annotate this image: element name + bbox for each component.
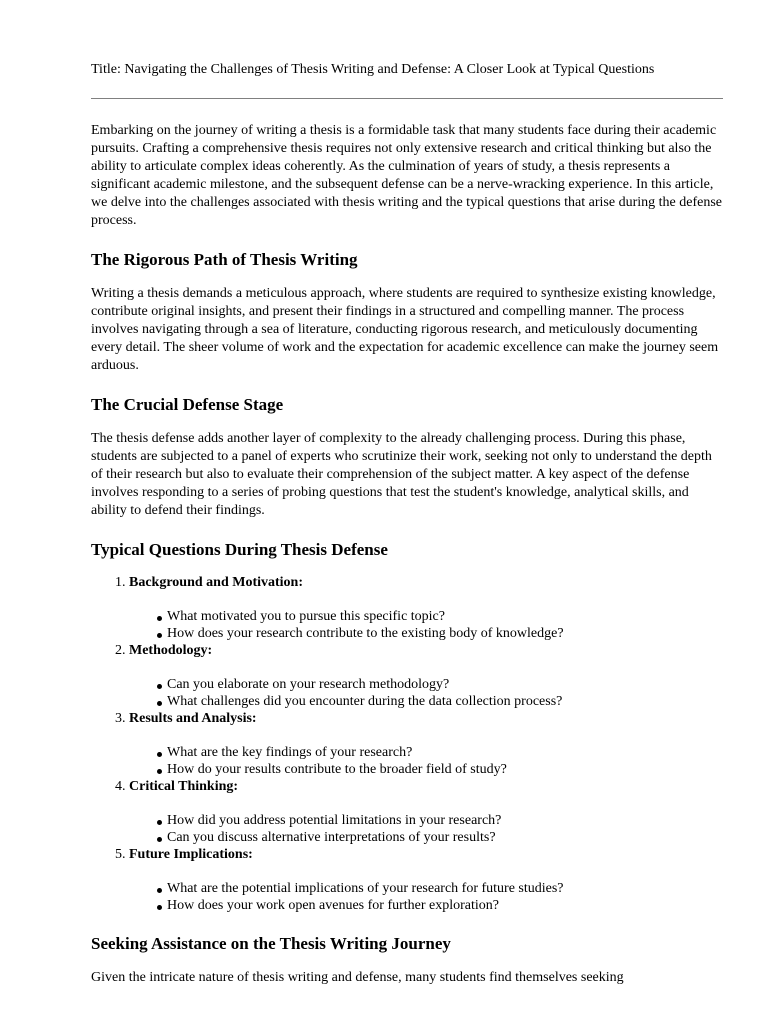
- question-group: [129, 642, 723, 710]
- section-heading-rigorous-path: The Rigorous Path of Thesis Writing: [91, 250, 358, 269]
- question-group-label: 4. Critical Thinking:: [129, 779, 239, 794]
- question-text: Can you discuss alternative interpretations of your results?: [167, 830, 496, 845]
- bullet-icon: [157, 684, 162, 689]
- list-item: [157, 625, 723, 642]
- bullet-icon: [157, 905, 162, 910]
- question-group-label: 5. Future Implications:: [129, 847, 253, 862]
- question-text: What are the potential implications of your research for future studies?: [167, 881, 564, 896]
- question-group: [129, 778, 723, 846]
- question-group: [129, 846, 723, 914]
- question-text: How do your results contribute to the broader field of study?: [167, 762, 507, 777]
- section-heading-defense-stage: The Crucial Defense Stage: [91, 395, 284, 414]
- list-item: [157, 829, 723, 846]
- bullet-icon: [157, 820, 162, 825]
- list-item: [157, 761, 723, 778]
- question-text: What challenges did you encounter during the data collection process?: [167, 694, 563, 709]
- question-sublist: [129, 608, 723, 642]
- bullet-icon: [157, 616, 162, 621]
- bullet-icon: [157, 752, 162, 757]
- bullet-icon: [157, 701, 162, 706]
- document-page: [91, 58, 723, 987]
- question-group: [129, 710, 723, 778]
- question-text: How does your research contribute to the existing body of knowledge?: [167, 626, 564, 641]
- question-sublist: [129, 744, 723, 778]
- intro-paragraph: Embarking on the journey of writing a thesis is a formidable task that many students face during their academic pursuits. Crafting a comprehensive thesis requires not only extensive research and critical thinking but also the ability to articulate complex ideas coherently. As the culmination of years of study, a thesis represents a significant academic milestone, and the subsequent defense can be a nerve-wracking experience. In this article, we delve into the challenges associated with thesis writing and the typical questions that arise during the defense process.: [91, 123, 722, 228]
- question-list: [91, 574, 723, 914]
- list-item: [157, 676, 723, 693]
- question-group-label: 3. Results and Analysis:: [129, 711, 257, 726]
- section-body-rigorous-path: Writing a thesis demands a meticulous approach, where students are required to synthesize existing knowledge, contribute original insights, and present their findings in a structured and compelling manner. The process involves navigating through a sea of literature, conducting rigorous research, and meticulously documenting every detail. The sheer volume of work and the expectation for academic excellence can make the journey seem arduous.: [91, 286, 719, 373]
- question-text: How does your work open avenues for further exploration?: [167, 898, 500, 913]
- question-text: How did you address potential limitations in your research?: [167, 813, 502, 828]
- list-item: [157, 744, 723, 761]
- section-heading-typical-questions: Typical Questions During Thesis Defense: [91, 540, 388, 559]
- document-title: Title: Navigating the Challenges of Thesis Writing and Defense: A Closer Look at Typical Questions: [91, 62, 655, 77]
- bullet-icon: [157, 837, 162, 842]
- question-sublist: [129, 812, 723, 846]
- question-sublist: [129, 880, 723, 914]
- list-item: [157, 608, 723, 625]
- question-text: What are the key findings of your research?: [167, 745, 413, 760]
- question-text: Can you elaborate on your research methodology?: [167, 677, 450, 692]
- section-heading-seeking-assistance: Seeking Assistance on the Thesis Writing Journey: [91, 934, 451, 953]
- bullet-icon: [157, 633, 162, 638]
- list-item: [157, 812, 723, 829]
- list-item: [157, 897, 723, 914]
- title-divider: [91, 98, 723, 99]
- question-text: What motivated you to pursue this specific topic?: [167, 609, 445, 624]
- question-group: [129, 574, 723, 642]
- list-item: [157, 693, 723, 710]
- section-body-defense-stage: The thesis defense adds another layer of complexity to the already challenging process. During this phase, students are subjected to a panel of experts who scrutinize their work, seeking not only to understand the depth of their research but also to evaluate their comprehension of the subject matter. A key aspect of the defense involves responding to a series of probing questions that test the student's knowledge, analytical skills, and ability to defend their findings.: [91, 431, 712, 518]
- question-group-label: 1. Background and Motivation:: [129, 575, 303, 590]
- question-sublist: [129, 676, 723, 710]
- question-group-label: 2. Methodology:: [129, 643, 213, 658]
- bullet-icon: [157, 888, 162, 893]
- list-item: [157, 880, 723, 897]
- section-body-seeking-assistance: Given the intricate nature of thesis writing and defense, many students find themselves seeking: [91, 970, 624, 985]
- bullet-icon: [157, 769, 162, 774]
